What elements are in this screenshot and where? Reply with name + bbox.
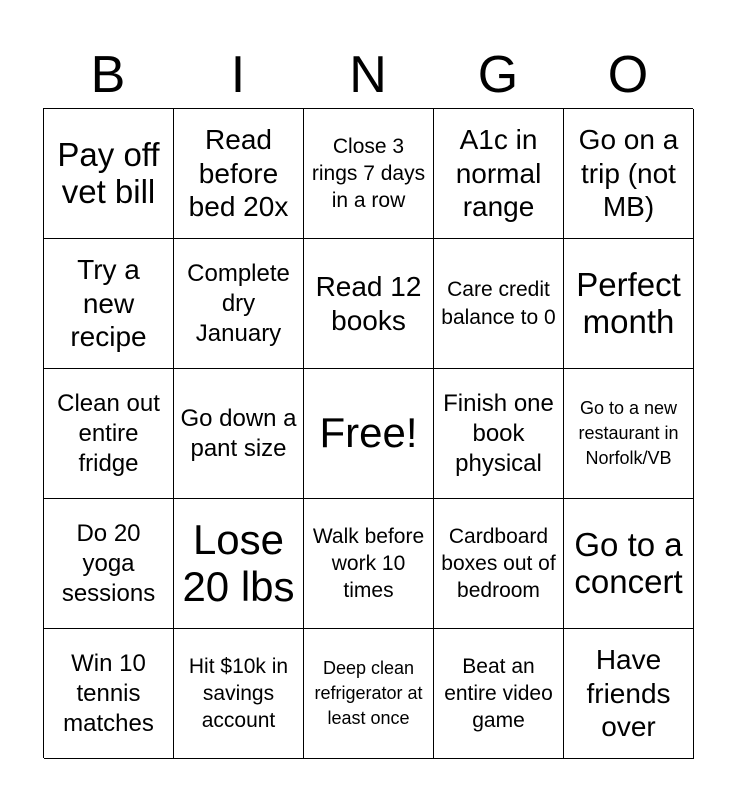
bingo-cell-r1c4[interactable] [434, 109, 564, 239]
cell-text: Finish one book physical [443, 389, 554, 477]
header-letter-n: N [349, 46, 387, 104]
cell-text: Perfect month [576, 265, 681, 340]
bingo-cell-r3c5[interactable] [564, 369, 694, 499]
bingo-cell-r5c2[interactable] [174, 629, 304, 759]
free-space-text: Free! [319, 409, 418, 457]
cell-text: Close 3 rings 7 days in a row [311, 134, 426, 213]
cell-text: Deep clean refrigerator at least once [314, 657, 423, 729]
bingo-cell-r3c4[interactable] [434, 369, 564, 499]
cell-text: Lose 20 lbs [182, 516, 295, 610]
bingo-cell-r1c3[interactable] [304, 109, 434, 239]
bingo-cell-r2c3[interactable] [304, 239, 434, 369]
cell-text: Beat an entire video game [444, 654, 553, 733]
bingo-cell-r1c5[interactable] [564, 109, 694, 239]
bingo-cell-r1c1[interactable] [44, 109, 174, 239]
bingo-cell-r3c2[interactable] [174, 369, 304, 499]
bingo-cell-r4c3[interactable] [304, 499, 434, 629]
bingo-cell-free[interactable] [304, 369, 434, 499]
bingo-cell-r4c4[interactable] [434, 499, 564, 629]
header-letter-g: G [477, 46, 519, 104]
cell-text: Clean out entire fridge [57, 389, 160, 477]
cell-text: Walk before work 10 times [312, 524, 425, 603]
bingo-header [43, 42, 693, 108]
cell-text: Read 12 books [315, 270, 422, 336]
cell-text: Try a new recipe [70, 254, 147, 353]
cell-text: Do 20 yoga sessions [61, 519, 156, 607]
cell-text: Read before bed 20x [188, 124, 289, 223]
bingo-card-grid [43, 108, 693, 758]
header-letter-i: I [230, 46, 246, 104]
bingo-cell-r1c2[interactable] [174, 109, 304, 239]
bingo-cell-r4c1[interactable] [44, 499, 174, 629]
bingo-cell-r5c5[interactable] [564, 629, 694, 759]
bingo-cell-r5c1[interactable] [44, 629, 174, 759]
cell-text: Have friends over [586, 644, 671, 743]
cell-text: Go to a concert [574, 525, 683, 600]
cell-text: Pay off vet bill [57, 135, 160, 210]
header-letter-o: O [607, 46, 649, 104]
bingo-cell-r2c5[interactable] [564, 239, 694, 369]
bingo-cell-r4c2[interactable] [174, 499, 304, 629]
cell-text: Win 10 tennis matches [63, 649, 154, 737]
header-letter-b: B [90, 46, 126, 104]
cell-text: Go down a pant size [180, 404, 297, 462]
cell-text: Complete dry January [187, 259, 290, 347]
bingo-cell-r3c1[interactable] [44, 369, 174, 499]
cell-text: Cardboard boxes out of bedroom [441, 524, 556, 603]
bingo-cell-r5c4[interactable] [434, 629, 564, 759]
bingo-cell-r2c1[interactable] [44, 239, 174, 369]
cell-text: A1c in normal range [455, 124, 542, 223]
cell-text: Go on a trip (not MB) [578, 124, 679, 223]
bingo-cell-r2c2[interactable] [174, 239, 304, 369]
bingo-cell-r4c5[interactable] [564, 499, 694, 629]
cell-text: Care credit balance to 0 [441, 278, 556, 329]
cell-text: Hit $10k in savings account [188, 654, 289, 733]
bingo-cell-r2c4[interactable] [434, 239, 564, 369]
cell-text: Go to a new restaurant in Norfolk/VB [578, 397, 679, 469]
bingo-cell-r5c3[interactable] [304, 629, 434, 759]
